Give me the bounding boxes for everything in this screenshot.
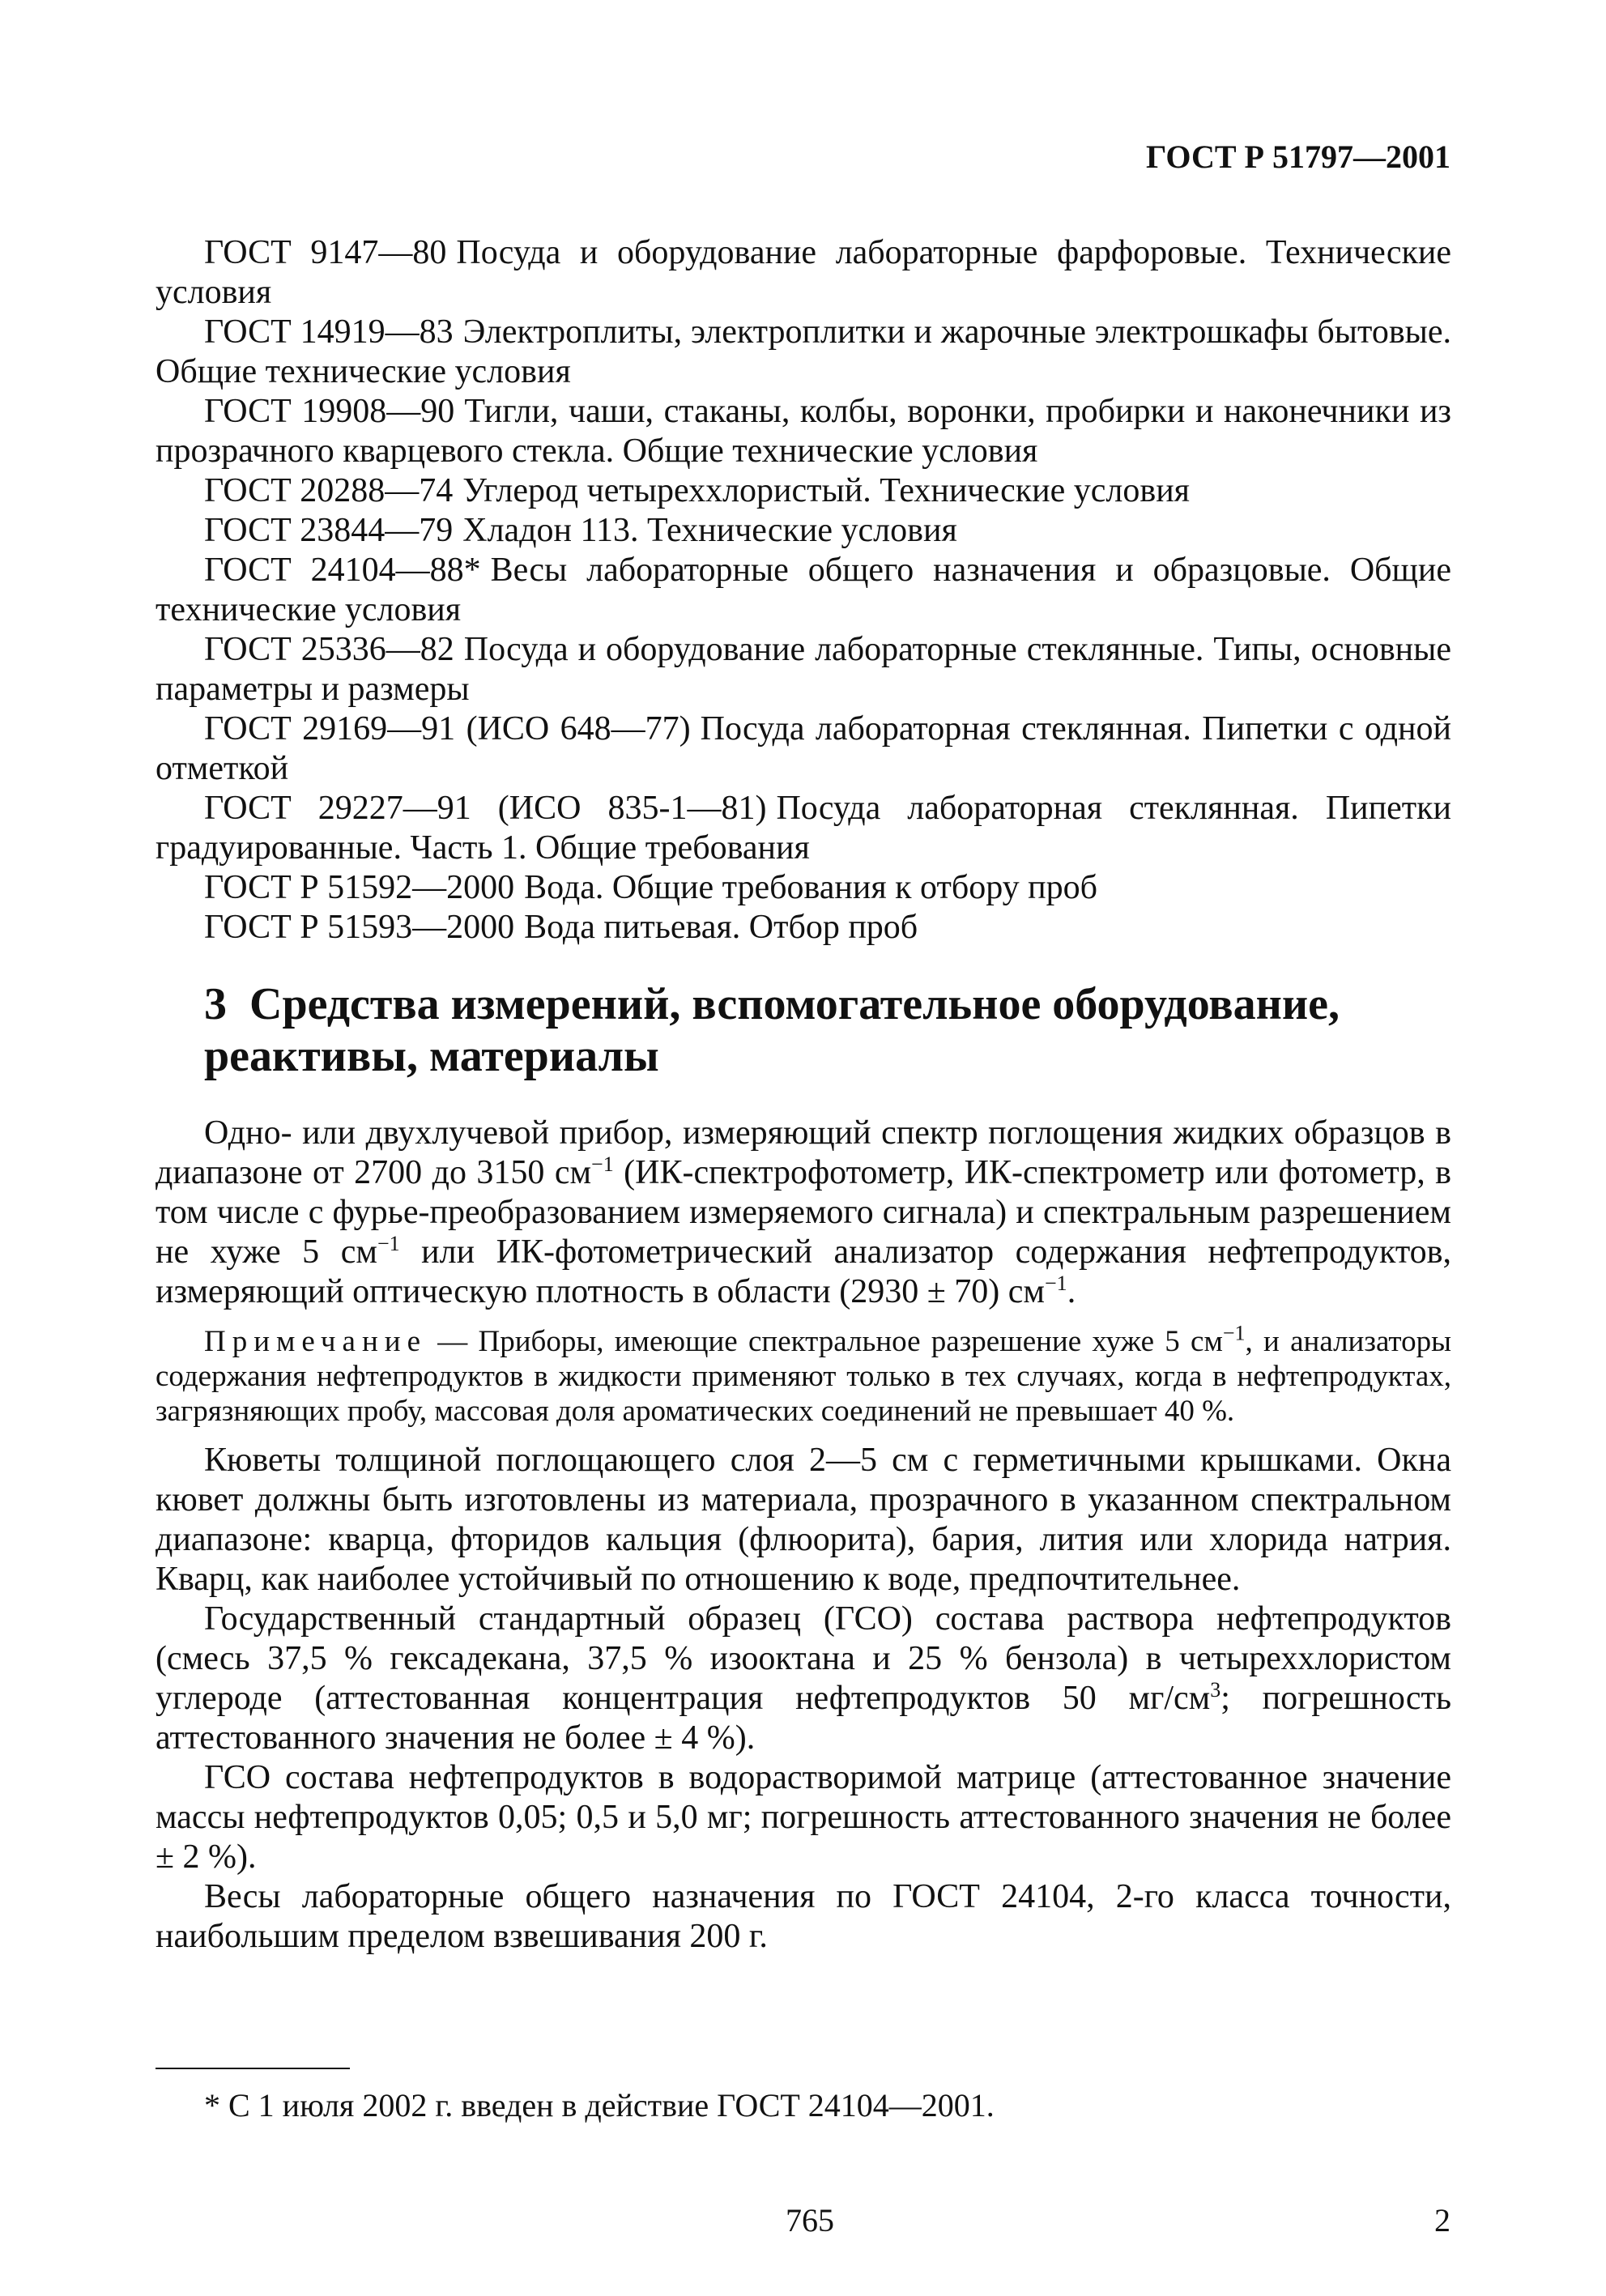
reference-code: ГОСТ 29227—91 (ИСО 835-1—81) [204, 790, 767, 827]
reference-code: ГОСТ 25336—82 [204, 631, 454, 668]
paragraph-scales: Весы лабораторные общего назначения по ГОСТ 24104, 2-го класса точности, наибольшим пределом взвешивания 200 г. [155, 1878, 1451, 1955]
reference-item [155, 471, 1451, 511]
reference-item [155, 908, 1451, 948]
reference-title: Посуда лабораторная стеклянная. Пипетки градуированные. Часть 1. Общие требования [155, 790, 1451, 867]
reference-title: Хладон 113. Технические условия [462, 512, 957, 549]
reference-item [155, 392, 1451, 471]
reference-item [155, 233, 1451, 313]
reference-title: Электроплиты, электроплитки и жарочные электрошкафы бытовые. Общие технические условия [155, 313, 1452, 390]
reference-code: ГОСТ Р 51593—2000 [204, 909, 515, 946]
reference-title: Посуда лабораторная стеклянная. Пипетки с одной отметкой [155, 710, 1451, 787]
section-body [155, 1114, 1451, 1957]
note-label: Примечание [204, 1325, 427, 1358]
text-run: , и анализаторы содержания нефтепродуктов в жидкости применяют только в тех случаях, когда в нефтепродуктах, загрязняющих пробу, массовая доля ароматических соединений не превышает 40 %. [155, 1325, 1451, 1428]
section-number: 3 [204, 979, 227, 1029]
page-number-center: 765 [786, 2202, 834, 2238]
reference-item [155, 630, 1451, 709]
reference-title: Углерод четыреххлористый. Технические условия [462, 472, 1190, 509]
superscript: −1 [1222, 1321, 1246, 1345]
reference-code: ГОСТ 24104—88* [204, 552, 481, 589]
section-heading [204, 978, 1419, 1082]
reference-code: ГОСТ 23844—79 [204, 512, 454, 549]
reference-item [155, 511, 1451, 551]
reference-item [155, 709, 1451, 789]
footnote-divider [155, 2068, 350, 2069]
reference-title: Вода. Общие требования к отбору проб [524, 869, 1098, 906]
footnote: * С 1 июля 2002 г. введен в действие ГОСТ 24104—2001. [204, 2087, 995, 2123]
page-number-right: 2 [1434, 2202, 1451, 2238]
paragraph-reference-sample [155, 1600, 1451, 1758]
paragraph-water-soluble-matrix: ГСО состава нефтепродуктов в водорастворимой матрице (аттестованное значение массы нефтепродуктов 0,05; 0,5 и 5,0 мг; погрешность аттестованного значения не более ± 2 %). [155, 1759, 1451, 1876]
reference-item [155, 789, 1451, 868]
reference-title: Вода питьевая. Отбор проб [524, 909, 918, 946]
section-title: Средства измерений, вспомогательное оборудование, реактивы, материалы [204, 979, 1340, 1081]
reference-code: ГОСТ 29169—91 (ИСО 648—77) [204, 710, 691, 748]
reference-code: ГОСТ 9147—80 [204, 234, 447, 271]
reference-item [155, 551, 1451, 630]
superscript: −1 [1045, 1272, 1067, 1295]
text-run: Одно- или двухлучевой прибор, измеряющий спектр поглощения жидких образцов в диапазоне от 2700 до 3150 см [155, 1114, 1451, 1191]
reference-code: ГОСТ 14919—83 [204, 313, 454, 351]
normative-references-list [155, 233, 1451, 948]
reference-title: Посуда и оборудование лабораторные фарфоровые. Технические условия [155, 234, 1452, 311]
reference-title: Тигли, чаши, стаканы, колбы, воронки, пробирки и наконечники из прозрачного кварцевого стекла. Общие технические условия [155, 393, 1452, 470]
reference-item [155, 868, 1451, 908]
reference-title: Посуда и оборудование лабораторные стеклянные. Типы, основные параметры и размеры [155, 631, 1451, 708]
text-run: ; погрешность аттестованного значения не более ± 4 %). [155, 1680, 1452, 1757]
note-paragraph [155, 1321, 1451, 1429]
paragraph-instrument [155, 1114, 1451, 1312]
text-run: . [1067, 1273, 1076, 1310]
document-header: ГОСТ Р 51797—2001 [1145, 138, 1451, 175]
superscript: −1 [591, 1152, 614, 1176]
text-run: (ИК-спектрофотометр, ИК-спектрометр или фотометр, в том числе с фурье-преобразованием измеряемого сигнала) и спектральным разрешением не хуже 5 см [155, 1154, 1451, 1271]
text-run: или ИК-фотометрический анализатор содержания нефтепродуктов, измеряющий оптическую плотность в области (2930 ± 70) см [155, 1233, 1452, 1310]
paragraph-cuvettes: Кюветы толщиной поглощающего слоя 2—5 см с герметичными крышками. Окна кювет должны быть изготовлены из материала, прозрачного в указанном спектральном диапазоне: кварца, фторидов кальция (флюорита), бария, лития или хлорида натрия. Кварц, как наиболее устойчивый по отношению к воде, предпочтительнее. [155, 1442, 1451, 1598]
reference-code: ГОСТ Р 51592—2000 [204, 869, 515, 906]
superscript: 3 [1210, 1678, 1221, 1702]
superscript: −1 [377, 1232, 400, 1255]
reference-title: Весы лабораторные общего назначения и образцовые. Общие технические условия [155, 552, 1452, 628]
text-run: Государственный стандартный образец (ГСО) состава раствора нефтепродуктов (смесь 37,5 % гексадекана, 37,5 % изооктана и 25 % бензола) в четыреххлористом углероде (аттестованная концентрация нефтепродуктов 50 мг/см [155, 1600, 1451, 1717]
text-run: — Приборы, имеющие спектральное разрешение хуже 5 см [427, 1325, 1223, 1358]
reference-item [155, 313, 1451, 392]
reference-code: ГОСТ 20288—74 [204, 472, 454, 509]
reference-code: ГОСТ 19908—90 [204, 393, 455, 430]
